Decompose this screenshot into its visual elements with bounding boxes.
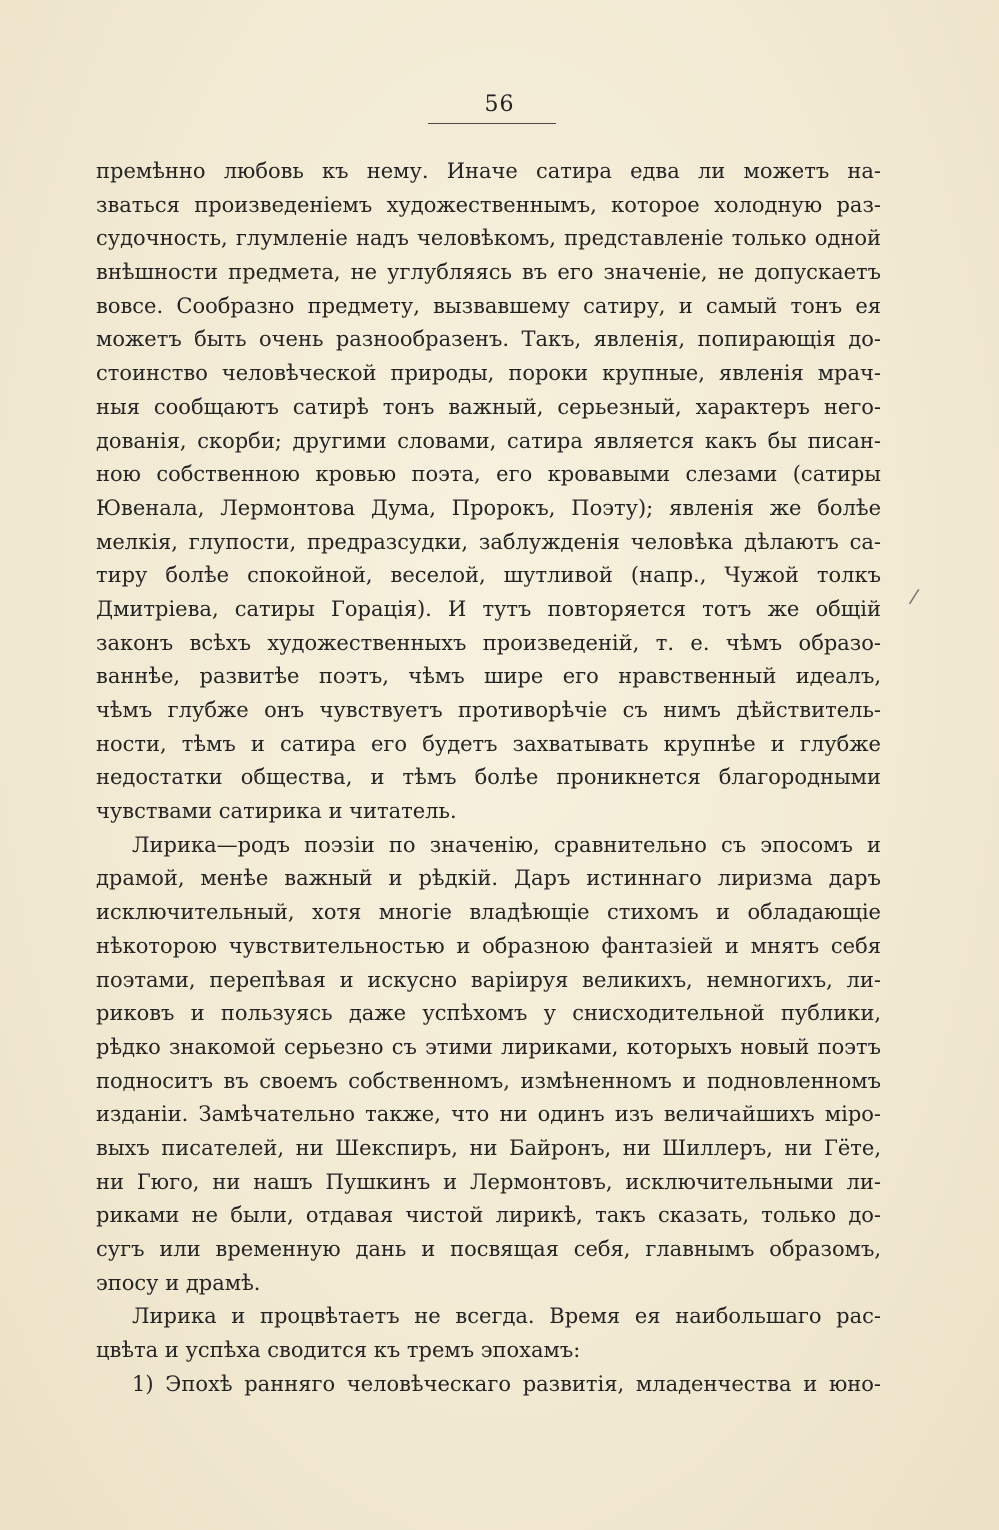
page-number: 56 [484,92,515,117]
text-line: ваннѣе, развитѣе поэтъ, чѣмъ шире его нравственный идеалъ, [96,664,881,689]
text-line: поэтами, перепѣвая и искусно варіируя великихъ, немногихъ, ли- [96,967,881,992]
text-line: ни Гюго, ни нашъ Пушкинъ и Лермонтовъ, исключительными ли- [96,1169,881,1194]
text-line: эпосу и драмѣ. [96,1270,261,1295]
text-line: внѣшности предмета, не углубляясь въ его значеніе, не допускаетъ [96,260,881,285]
text-line: ности, тѣмъ и сатира его будетъ захватывать крупнѣе и глубже [96,731,881,756]
text-line: Лирика—родъ поэзіи по значенію, сравнительно съ эпосомъ и [132,832,881,857]
text-line: ною собственною кровью поэта, его кровавыми слезами (сатиры [96,462,881,487]
text-line: законъ всѣхъ художественныхъ произведеній, т. е. чѣмъ образо- [96,630,881,655]
text-line: Ювенала, Лермонтова Дума, Пророкъ, Поэту); явленія же болѣе [96,495,881,520]
margin-mark: / [908,583,921,609]
body-text [96,155,881,1401]
text-line: стоинство человѣческой природы, пороки крупные, явленія мрач- [96,361,881,386]
header-rule [428,123,556,124]
text-line: выхъ писателей, ни Шекспиръ, ни Байронъ, ни Шиллеръ, ни Гёте, [96,1135,881,1160]
text-line: риками не были, отдавая чистой лирикѣ, такъ сказать, только до- [96,1203,881,1228]
text-line: риковъ и пользуясь даже успѣхомъ у снисходительной публики, [96,1001,881,1026]
text-line: дованія, скорби; другими словами, сатира является какъ бы писан- [96,428,881,453]
text-line: недостатки общества, и тѣмъ болѣе проникнется благородными [96,765,881,790]
text-line: изданіи. Замѣчательно также, что ни одинъ изъ величайшихъ міро- [96,1102,881,1127]
text-line: вовсе. Сообразно предмету, вызвавшему сатиру, и самый тонъ ея [96,293,881,318]
text-line: подноситъ въ своемъ собственномъ, измѣненномъ и подновленномъ [96,1068,881,1093]
text-line: 1) Эпохѣ ранняго человѣческаго развитія, младенчества и юно- [132,1371,881,1396]
text-line: Лирика и процвѣтаетъ не всегда. Время ея наибольшаго рас- [132,1304,881,1329]
text-line: рѣдко знакомой серьезно съ этими лириками, которыхъ новый поэтъ [96,1034,881,1059]
text-line: чѣмъ глубже онъ чувствуетъ противорѣчіе съ нимъ дѣйствитель- [96,698,881,722]
text-line: сугъ или временную дань и посвящая себя, главнымъ образомъ, [96,1237,881,1261]
text-line: тиру болѣе спокойной, веселой, шутливой (напр., Чужой толкъ [96,563,881,588]
text-line: премѣнно любовь къ нему. Иначе сатира едва ли можетъ на- [96,159,881,183]
text-line: судочность, глумленіе надъ человѣкомъ, представленіе только одной [96,226,881,251]
text-line: драмой, менѣе важный и рѣдкій. Даръ истиннаго лиризма даръ [96,866,881,891]
text-line: цвѣта и успѣха сводится къ тремъ эпохамъ: [96,1338,581,1363]
text-line: ныя сообщаютъ сатирѣ тонъ важный, серьезный, характеръ него- [96,394,881,419]
text-line: чувствами сатирика и читатель. [96,799,457,824]
text-line: исключительный, хотя многіе владѣющіе стихомъ и обладающіе [96,900,881,925]
text-line: Дмитріева, сатиры Горація). И тутъ повторяется тотъ же общій [96,596,881,621]
text-line: можетъ быть очень разнообразенъ. Такъ, явленія, попирающія до- [96,327,881,352]
text-line: мелкія, глупости, предразсудки, заблужденія человѣка дѣлаютъ са- [96,529,881,554]
text-line: нѣкоторою чувствительностью и образною фантазіей и мнятъ себя [96,933,881,958]
text-line: зваться произведеніемъ художественнымъ, которое холодную раз- [96,192,881,217]
